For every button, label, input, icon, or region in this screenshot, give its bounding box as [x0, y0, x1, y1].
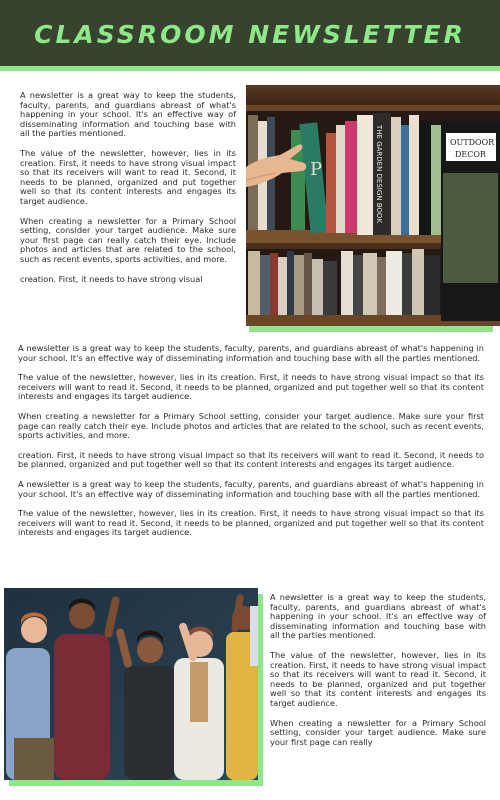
- paragraph: A newsletter is a great way to keep the students, faculty, parents, and guardians abreast of what's happening in your school. It's an effective way of disseminating information and touching base with all the parties mentioned.: [18, 478, 484, 499]
- paragraph: When creating a newsletter for a Primary School setting, consider your target audience. Make sure your first page can really: [270, 717, 486, 747]
- svg-text:DECOR: DECOR: [455, 150, 486, 159]
- paragraph: When creating a newsletter for a Primary School setting, consider your target audience. Make sure your first page can really catch their eye. Include photos and articles that are related to the school, such as recent events, sports activities, and more.: [18, 410, 484, 441]
- right-column: [270, 593, 486, 757]
- newsletter-title: CLASSROOM NEWSLETTER: [34, 20, 466, 49]
- paragraph: When creating a newsletter for a Primary School setting, consider your target audience. Make sure your first page can really catch their eye. Include photos and articles that are related to the school, such as recent events, sports activities, and more.: [20, 215, 236, 264]
- paragraph: A newsletter is a great way to keep the students, faculty, parents, and guardians abreast of what's happening in your school. It's an effective way of disseminating information and touching base with all the parties mentioned.: [20, 90, 236, 139]
- paragraph: creation. First, it needs to have strong visual: [20, 273, 203, 284]
- bookshelf-photo: [246, 85, 500, 326]
- full-width-section: [18, 344, 484, 548]
- paragraph: A newsletter is a great way to keep the students, faculty, parents, and guardians abreast of what's happening in your school. It's an effective way of disseminating information and touching base with all the parties mentioned.: [18, 343, 484, 363]
- left-column: [20, 91, 236, 294]
- svg-text:OUTDOOR: OUTDOOR: [450, 138, 495, 147]
- paragraph: The value of the newsletter, however, lies in its creation. First, it needs to have strong visual impact so that its receivers will want to read it. Second, it needs to be planned, organized and put together well so that its content interests and engages its target audience.: [270, 649, 486, 708]
- paragraph: A newsletter is a great way to keep the students, faculty, parents, and guardians abreast of what's happening in your school. It's an effective way of disseminating information and touching base with all the parties mentioned.: [270, 592, 486, 641]
- svg-text:THE GARDEN DESIGN BOOK: THE GARDEN DESIGN BOOK: [375, 125, 383, 224]
- paragraph: The value of the newsletter, however, lies in its creation. First, it needs to have strong visual impact so that its receivers will want to read it. Second, it needs to be planned, organized and put together well so that its content interests and engages its target audience.: [18, 372, 484, 402]
- paragraph: creation. First, it needs to have strong visual impact so that its receivers will want to read it. Second, it needs to be planned, organized and put together well so that its content interests and engages its target audience.: [18, 449, 484, 470]
- header-accent-line: [0, 66, 500, 71]
- paragraph: The value of the newsletter, however, lies in its creation. First, it needs to have strong visual impact so that its receivers will want to read it. Second, it needs to be planned, organized and put together well so that its content interests and engages its target audience.: [20, 147, 236, 206]
- svg-text:P: P: [310, 159, 323, 180]
- students-photo: [4, 588, 258, 780]
- paragraph: The value of the newsletter, however, lies in its creation. First, it needs to have strong visual impact so that its receivers will want to read it. Second, it needs to be planned, organized and put together well so that its content interests and engages its target audience.: [18, 508, 484, 538]
